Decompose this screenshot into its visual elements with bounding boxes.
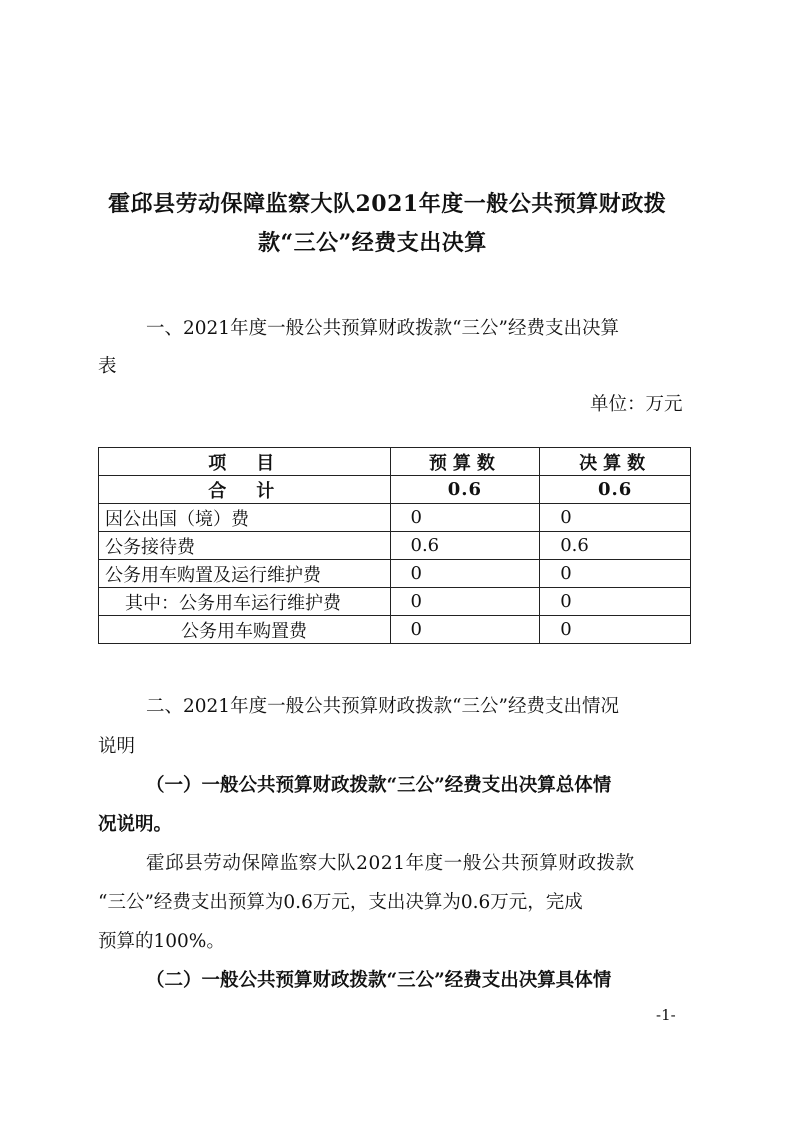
row-budget: 0	[390, 560, 540, 588]
section1-heading: 一、2021年度一般公共预算财政拨款“三公”经费支出决算	[146, 318, 619, 339]
three-public-expense-table	[98, 447, 691, 644]
section2-heading: 二、2021年度一般公共预算财政拨款“三公”经费支出情况	[146, 696, 619, 717]
table-row	[99, 532, 691, 560]
total-budget: 0.6	[390, 476, 540, 504]
row-label: 公务用车购置费	[99, 616, 391, 644]
table-row	[99, 560, 691, 588]
row-label: 其中：公务用车运行维护费	[99, 588, 391, 616]
table-total-row	[99, 476, 691, 504]
table-row	[99, 504, 691, 532]
row-label: 公务接待费	[99, 532, 391, 560]
subsection1-heading-cont: 况说明。	[98, 814, 173, 835]
section2-heading-cont: 说明	[98, 736, 136, 757]
row-label: 因公出国（境）费	[99, 504, 391, 532]
row-final: 0	[540, 588, 691, 616]
row-budget: 0	[390, 588, 540, 616]
row-final: 0	[540, 616, 691, 644]
table-row	[99, 616, 691, 644]
row-final: 0.6	[540, 532, 691, 560]
page-number: -1-	[656, 1006, 676, 1024]
header-item: 项 目	[99, 448, 391, 476]
document-title-line2: 款“三公”经费支出决算	[258, 230, 487, 256]
table-row	[99, 588, 691, 616]
row-final: 0	[540, 504, 691, 532]
row-final: 0	[540, 560, 691, 588]
table-header-row	[99, 448, 691, 476]
row-budget: 0	[390, 504, 540, 532]
section1-heading-cont: 表	[98, 356, 117, 377]
total-final: 0.6	[540, 476, 691, 504]
document-title-line1: 霍邱县劳动保障监察大队2021年度一般公共预算财政拨	[108, 191, 667, 217]
total-label: 合 计	[99, 476, 391, 504]
row-label: 公务用车购置及运行维护费	[99, 560, 391, 588]
header-budget: 预算数	[390, 448, 540, 476]
paragraph-line2: “三公”经费支出预算为0.6万元，支出决算为0.6万元，完成	[98, 892, 583, 913]
paragraph-line3: 预算的100%。	[98, 931, 225, 952]
row-budget: 0	[390, 616, 540, 644]
row-budget: 0.6	[390, 532, 540, 560]
header-final: 决算数	[540, 448, 691, 476]
paragraph-line1: 霍邱县劳动保障监察大队2021年度一般公共预算财政拨款	[146, 853, 635, 874]
unit-label: 单位：万元	[590, 394, 683, 415]
subsection1-heading: （一）一般公共预算财政拨款“三公”经费支出决算总体情	[146, 775, 612, 796]
subsection2-heading: （二）一般公共预算财政拨款“三公”经费支出决算具体情	[146, 970, 612, 991]
